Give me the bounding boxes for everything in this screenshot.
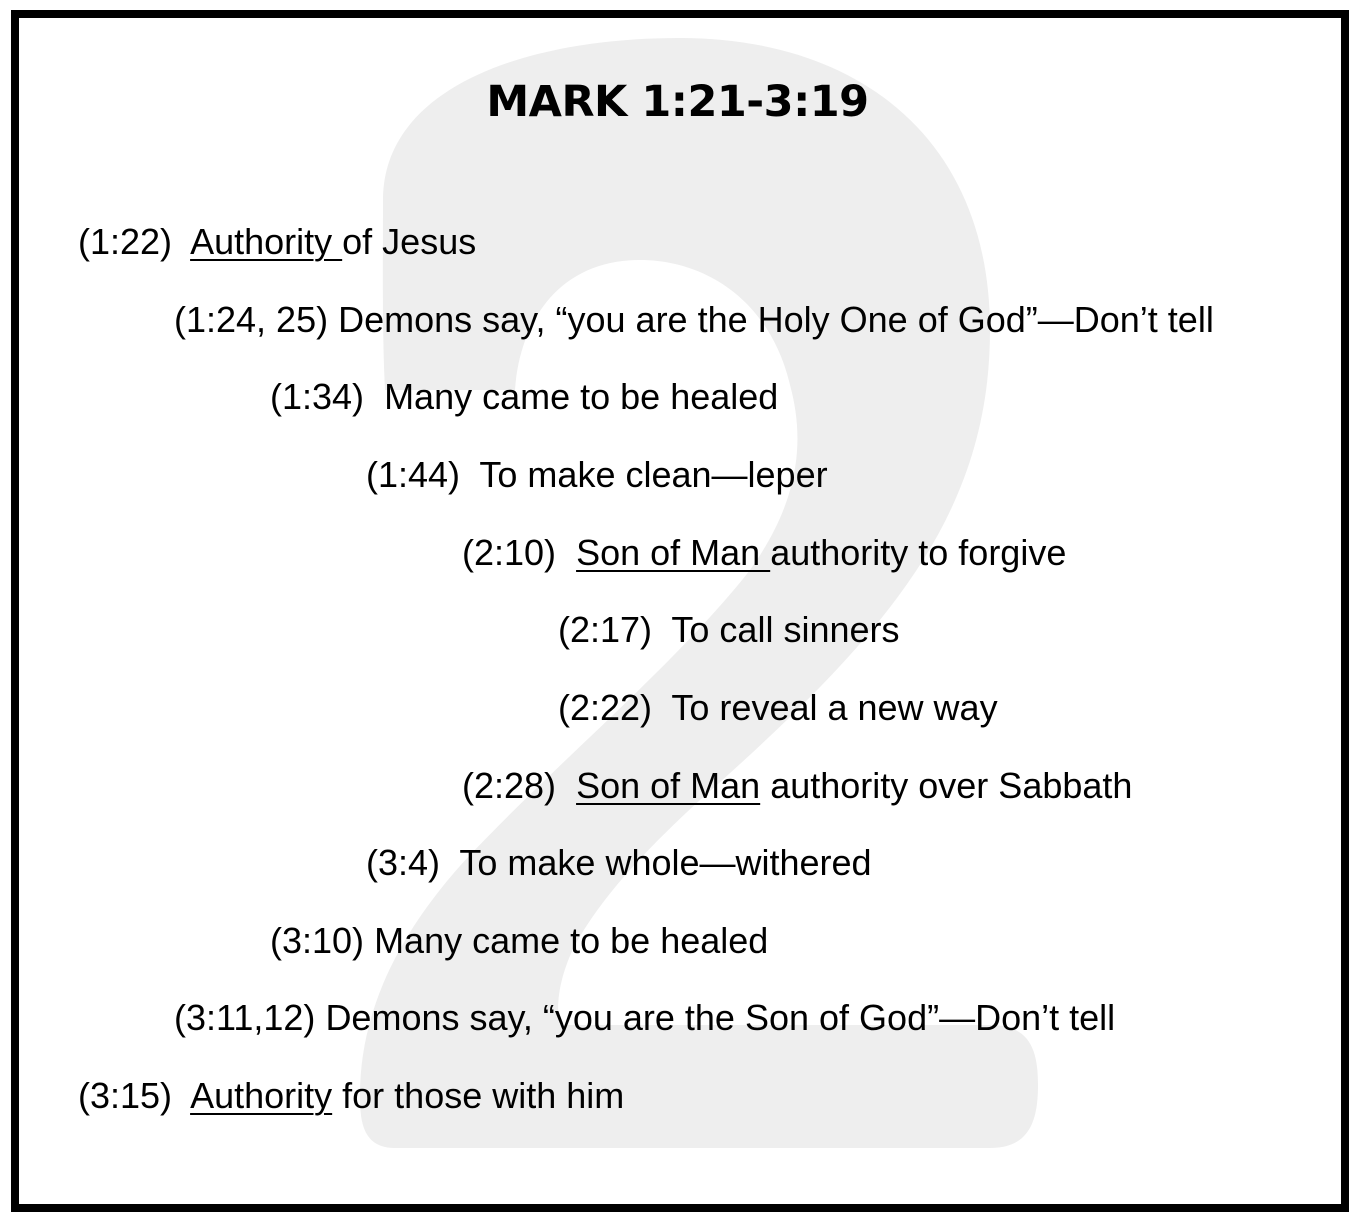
- spacer: [652, 609, 671, 650]
- verse-reference: (3:15): [78, 1075, 173, 1116]
- document-title: MARK 1:21-3:19: [486, 77, 869, 127]
- line-text: To reveal a new way: [671, 687, 998, 728]
- line-text: of Jesus: [342, 221, 477, 262]
- outline-line: [366, 453, 828, 497]
- outline-line: [174, 298, 1214, 342]
- line-text: authority over Sabbath: [760, 765, 1133, 806]
- spacer: [364, 376, 384, 417]
- outline-line: [366, 841, 872, 885]
- outline-line: [558, 608, 900, 652]
- verse-reference: (2:28): [462, 765, 557, 806]
- verse-reference: (1:22): [78, 221, 173, 262]
- verse-reference: (2:10): [462, 532, 557, 573]
- outline-line: [558, 686, 998, 730]
- spacer: [556, 765, 576, 806]
- outline-line: [78, 1074, 624, 1118]
- outline-line: [462, 531, 1066, 575]
- outline-line: [270, 919, 768, 963]
- verse-reference: (2:17): [558, 609, 653, 650]
- spacer: [652, 687, 671, 728]
- underlined-phrase: Son of Man: [576, 765, 761, 806]
- verse-reference: (1:34): [270, 376, 365, 417]
- line-text: Many came to be healed: [384, 376, 779, 417]
- outline-line: [270, 375, 778, 419]
- line-text: Many came to be healed: [374, 920, 769, 961]
- spacer: [364, 920, 374, 961]
- outline-line: [462, 764, 1132, 808]
- verse-reference: (3:10): [270, 920, 365, 961]
- spacer: [172, 1075, 190, 1116]
- spacer: [460, 454, 479, 495]
- line-text: Demons say, “you are the Holy One of God”—Don’t tell: [338, 299, 1214, 340]
- spacer: [172, 221, 190, 262]
- line-text: authority to forgive: [770, 532, 1067, 573]
- outline-line: [174, 996, 1115, 1040]
- line-text: To make whole—withered: [459, 842, 872, 883]
- line-text: for those with him: [332, 1075, 625, 1116]
- line-text: Demons say, “you are the Son of God”—Don’t tell: [325, 997, 1116, 1038]
- verse-reference: (3:4): [366, 842, 441, 883]
- spacer: [315, 997, 325, 1038]
- verse-reference: (1:24, 25): [174, 299, 329, 340]
- outline-line: [78, 220, 476, 264]
- underlined-phrase: Authority: [190, 1075, 333, 1116]
- verse-reference: (3:11,12): [174, 997, 316, 1038]
- underlined-phrase: Authority: [190, 221, 343, 262]
- underlined-phrase: Son of Man: [576, 532, 771, 573]
- verse-reference: (2:22): [558, 687, 653, 728]
- line-text: To make clean—leper: [479, 454, 828, 495]
- spacer: [328, 299, 338, 340]
- verse-reference: (1:44): [366, 454, 461, 495]
- line-text: To call sinners: [671, 609, 900, 650]
- spacer: [556, 532, 576, 573]
- spacer: [440, 842, 459, 883]
